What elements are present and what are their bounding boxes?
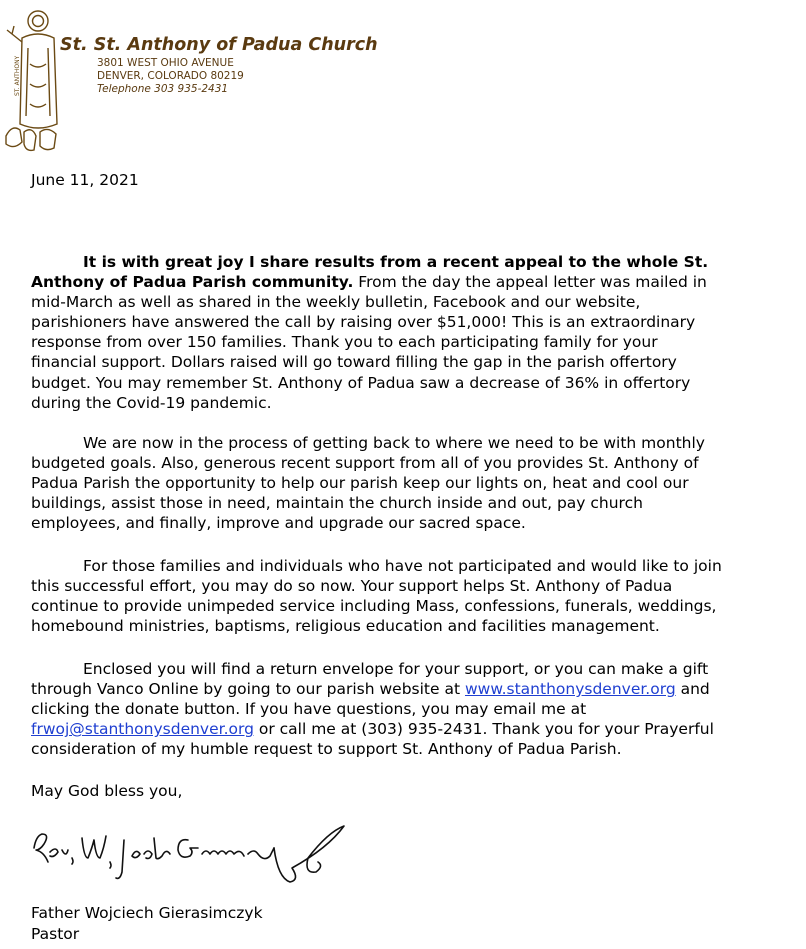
p4-line: consideration of my humble request to support St. Anthony of Padua Parish.: [31, 740, 622, 759]
p2-line: budgeted goals. Also, generous recent support from all of you provides St. Anthony of: [31, 454, 699, 473]
p1-line: response from over 150 families. Thank you to each participating family for your: [31, 333, 658, 352]
p2-line: We are now in the process of getting back to where we need to be with monthly: [83, 434, 705, 452]
signer-block: [31, 903, 263, 944]
paragraph-4: [31, 659, 806, 759]
p1-line: mid-March as well as shared in the weekly bulletin, Facebook and our website,: [31, 293, 641, 312]
p1-line: It is with great joy I share results from a recent appeal to the whole St.: [83, 253, 709, 271]
p3-line: this successful effort, you may do so now. Your support helps St. Anthony of Padua: [31, 577, 673, 596]
p2-line: Padua Parish the opportunity to help our parish keep our lights on, heat and cool our: [31, 474, 689, 493]
signer-title: Pastor: [31, 924, 80, 943]
p3-line: continue to provide unimpeded service including Mass, confessions, funerals, weddings,: [31, 597, 717, 616]
letter-date: June 11, 2021: [31, 171, 139, 189]
logo-caption: ST. ANTHONY: [14, 55, 21, 96]
p1-line: financial support. Dollars raised will go toward filling the gap in the parish offertory: [31, 353, 677, 372]
p1-line: From the day the appeal letter was mailed in: [353, 273, 707, 292]
address-line-1: 3801 WEST OHIO AVENUE: [97, 57, 234, 69]
paragraph-2: [31, 433, 806, 533]
p4-line: clicking the donate button. If you have questions, you may email me at: [31, 700, 587, 719]
p1-line: parishioners have answered the call by raising over $51,000! This is an extraordinary: [31, 313, 696, 332]
email-link[interactable]: frwoj@stanthonysdenver.org: [31, 720, 254, 739]
paragraph-1: [31, 252, 806, 413]
p4-line: and: [675, 680, 710, 699]
paragraph-3: [31, 556, 806, 636]
telephone: Telephone 303 935-2431: [97, 83, 229, 95]
handwritten-signature: [28, 818, 348, 904]
p2-line: employees, and finally, improve and upgrade our sacred space.: [31, 514, 526, 533]
p4-line: through Vanco Online by going to our parish website at: [31, 680, 465, 699]
p1-line: during the Covid-19 pandemic.: [31, 393, 272, 412]
website-link[interactable]: www.stanthonysdenver.org: [464, 680, 676, 699]
p3-line: For those families and individuals who have not participated and would like to join: [83, 557, 722, 575]
p1-line: budget. You may remember St. Anthony of Padua saw a decrease of 36% in offertory: [31, 373, 691, 392]
p2-line: buildings, assist those in need, maintain the church inside and out, pay church: [31, 494, 643, 513]
p4-line: or call me at (303) 935-2431. Thank you for your Prayerful: [253, 720, 714, 739]
address-line-2: DENVER, COLORADO 80219: [97, 70, 244, 82]
p3-line: homebound ministries, baptisms, religious education and facilities management.: [31, 617, 660, 636]
signer-name: Father Wojciech Gierasimczyk: [31, 904, 263, 922]
p4-line: Enclosed you will find a return envelope for your support, or you can make a gift: [83, 660, 709, 678]
p1-bold-phrase: Anthony of Padua Parish community.: [31, 273, 354, 292]
closing-salutation: May God bless you,: [31, 782, 183, 800]
saint-anthony-logo: [2, 4, 60, 156]
church-name: St. St. Anthony of Padua Church: [60, 35, 378, 55]
